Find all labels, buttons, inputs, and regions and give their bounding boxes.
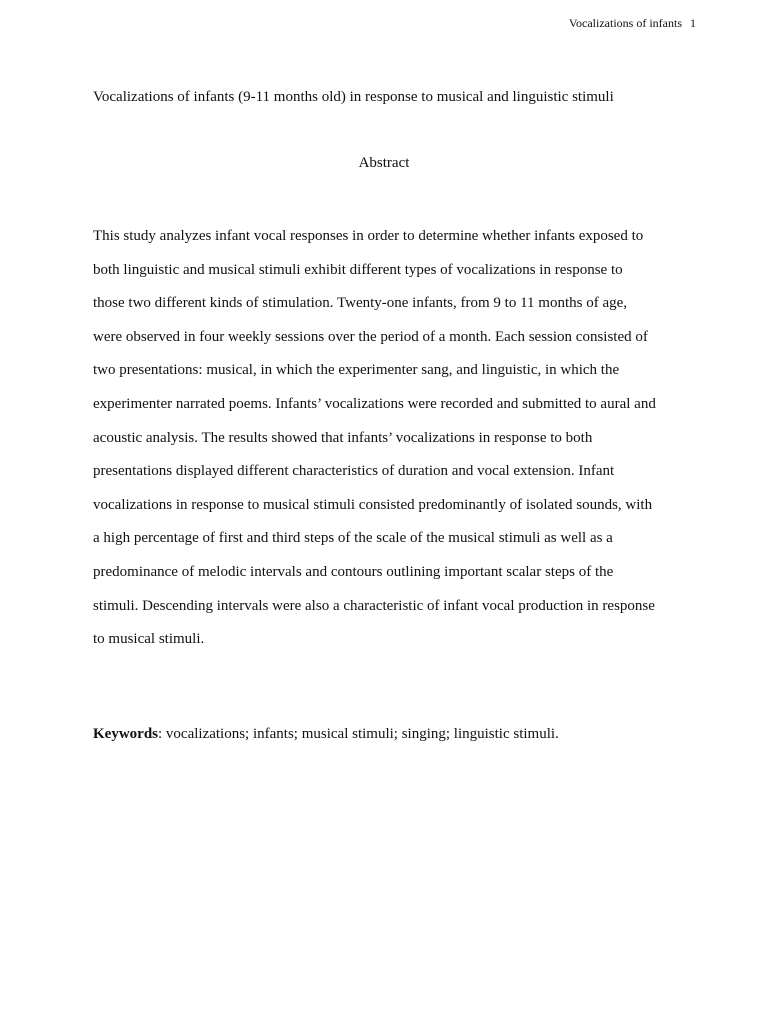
abstract-heading: Abstract — [358, 155, 410, 171]
running-head — [569, 15, 696, 31]
abstract-line: predominance of melodic intervals and contours outlining important scalar steps of the — [93, 563, 614, 580]
keywords-label: Keywords — [93, 726, 158, 742]
abstract-line: This study analyzes infant vocal responses in order to determine whether infants exposed to — [93, 228, 644, 244]
page-number: 1 — [690, 16, 696, 30]
abstract-line: were observed in four weekly sessions over the period of a month. Each session consisted of — [93, 328, 648, 345]
abstract-line: to musical stimuli. — [93, 631, 205, 648]
abstract-body — [93, 220, 693, 657]
abstract-line: a high percentage of first and third steps of the scale of the musical stimuli as well as a — [93, 530, 613, 547]
abstract-line: those two different kinds of stimulation. Twenty-one infants, from 9 to 11 months of age, — [93, 295, 628, 312]
abstract-line: stimuli. Descending intervals were also a characteristic of infant vocal production in response — [93, 597, 655, 614]
keywords-text: : vocalizations; infants; musical stimuli; singing; linguistic stimuli. — [158, 726, 559, 742]
abstract-line: vocalizations in response to musical stimuli consisted predominantly of isolated sounds, with — [93, 496, 653, 513]
abstract-line: experimenter narrated poems. Infants’ vocalizations were recorded and submitted to aural and — [93, 395, 656, 412]
paper-title: Vocalizations of infants (9-11 months old) in response to musical and linguistic stimuli — [93, 89, 614, 105]
running-head-title: Vocalizations of infants — [568, 16, 682, 30]
abstract-line: two presentations: musical, in which the experimenter sang, and linguistic, in which the — [93, 362, 620, 379]
keywords — [93, 724, 693, 744]
abstract-line: acoustic analysis. The results showed that infants’ vocalizations in response to both — [93, 429, 593, 446]
abstract-line: presentations displayed different characteristics of duration and vocal extension. Infant — [93, 463, 615, 480]
abstract-line: both linguistic and musical stimuli exhibit different types of vocalizations in response to — [93, 261, 623, 278]
